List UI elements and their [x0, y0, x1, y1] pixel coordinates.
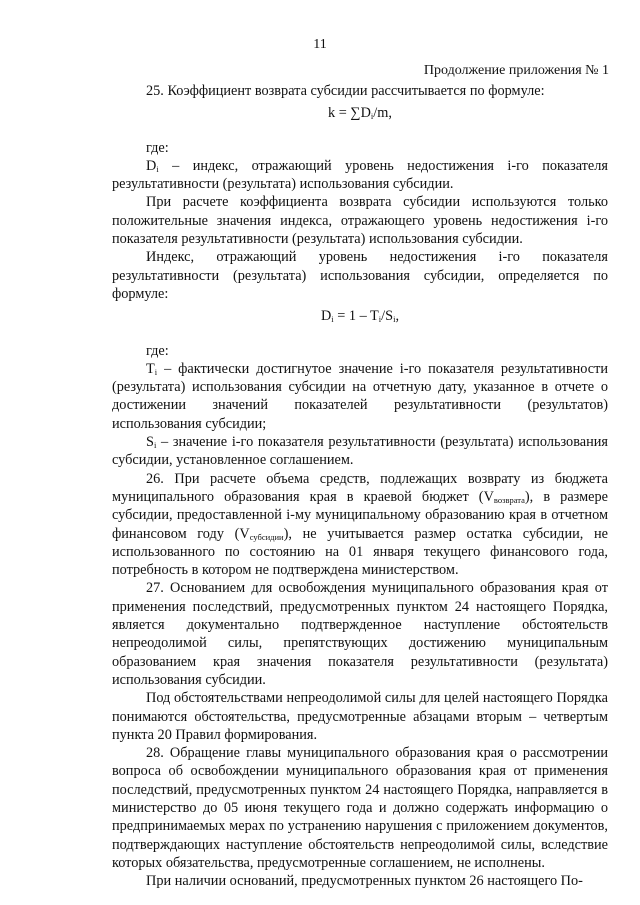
definition-s: $S_i$ – значение i-го показателя результативности (результата) использования субсидии, установленное соглашением. — [112, 434, 608, 469]
formula-d: $D_i = 1 - T_i/S_i$, — [320, 308, 400, 325]
paragraph-last: При наличии оснований, предусмотренных пунктом 26 настоящего По- — [146, 873, 583, 890]
paragraph-index: Индекс, отражающий уровень недостижения i-го показателя результативности (результата) использования субсидии, определяется по формуле: — [112, 249, 608, 302]
document-body — [112, 82, 608, 890]
where-label: где: — [146, 139, 169, 156]
where-label-2: где: — [146, 342, 169, 359]
paragraph-27: 27. Основанием для освобождения муниципального образования края от применения последствий, предусмотренных пунктом 24 настоящего Порядка, является документально подтвержденное наступление обстоятельств непреодолимой силы, препятствующих достижению муниципальным образованием края значения показателя результативности (результата) использования субсидии. — [112, 580, 608, 688]
paragraph-25: 25. Коэффициент возврата субсидии рассчитывается по формуле: — [146, 83, 545, 99]
definition-d: $D_i$ – индекс, отражающий уровень недостижения i-го показателя результативности (результата) использования субсидии. — [112, 157, 608, 193]
definition-t: $T_i$ – фактически достигнутое значение i-го показателя результативности (результата) использования субсидии на отчетную дату, указанное в отчете о достижении значений показателей результативности (результатов) использования субсидии; — [112, 360, 608, 432]
appendix-continuation-note: Продолжение приложения № 1 — [423, 63, 609, 78]
paragraph-28: 28. Обращение главы муниципального образования края о рассмотрении вопроса об освобождении муниципального образования края от применения последствий, предусмотренных пунктом 24 настоящего Порядка, направляется в министерство до 05 июня текущего года и должно содержать информацию о предпринимаемых мерах по устранению нарушения с приложением документов, подтверждающих наступление обстоятельств непреодолимой силы, вследствие которых обязательства, предусмотренные соглашением, не исполнены. — [112, 745, 608, 871]
paragraph-26: 26. При расчете объема средств, подлежащих возврату из бюджета муниципального образования края в краевой бюджет $(V_{возврата})$, в размере субсидии, предоставленной i-му муниципальному образованию края в отчетном финансовом году $(V_{субсидии})$, не учитывается размер остатка субсидии, не использованного по состоянию на 01 января текущего финансового года, потребность в котором не подтверждена министерством. — [112, 470, 608, 579]
page-number: 11 — [313, 37, 327, 52]
formula-k: $k = \sum D_i/m$, — [328, 105, 392, 122]
paragraph-positive-values: При расчете коэффициента возврата субсидии используются только положительные значения индекса, отражающего уровень недостижения i-го показателя результативности (результата) использования субсидии. — [112, 194, 608, 248]
paragraph-force-majeure: Под обстоятельствами непреодолимой силы для целей настоящего Порядка понимаются обстоятельства, предусмотренные абзацами вторым – четвертым пункта 20 Правил формирования. — [112, 690, 608, 743]
